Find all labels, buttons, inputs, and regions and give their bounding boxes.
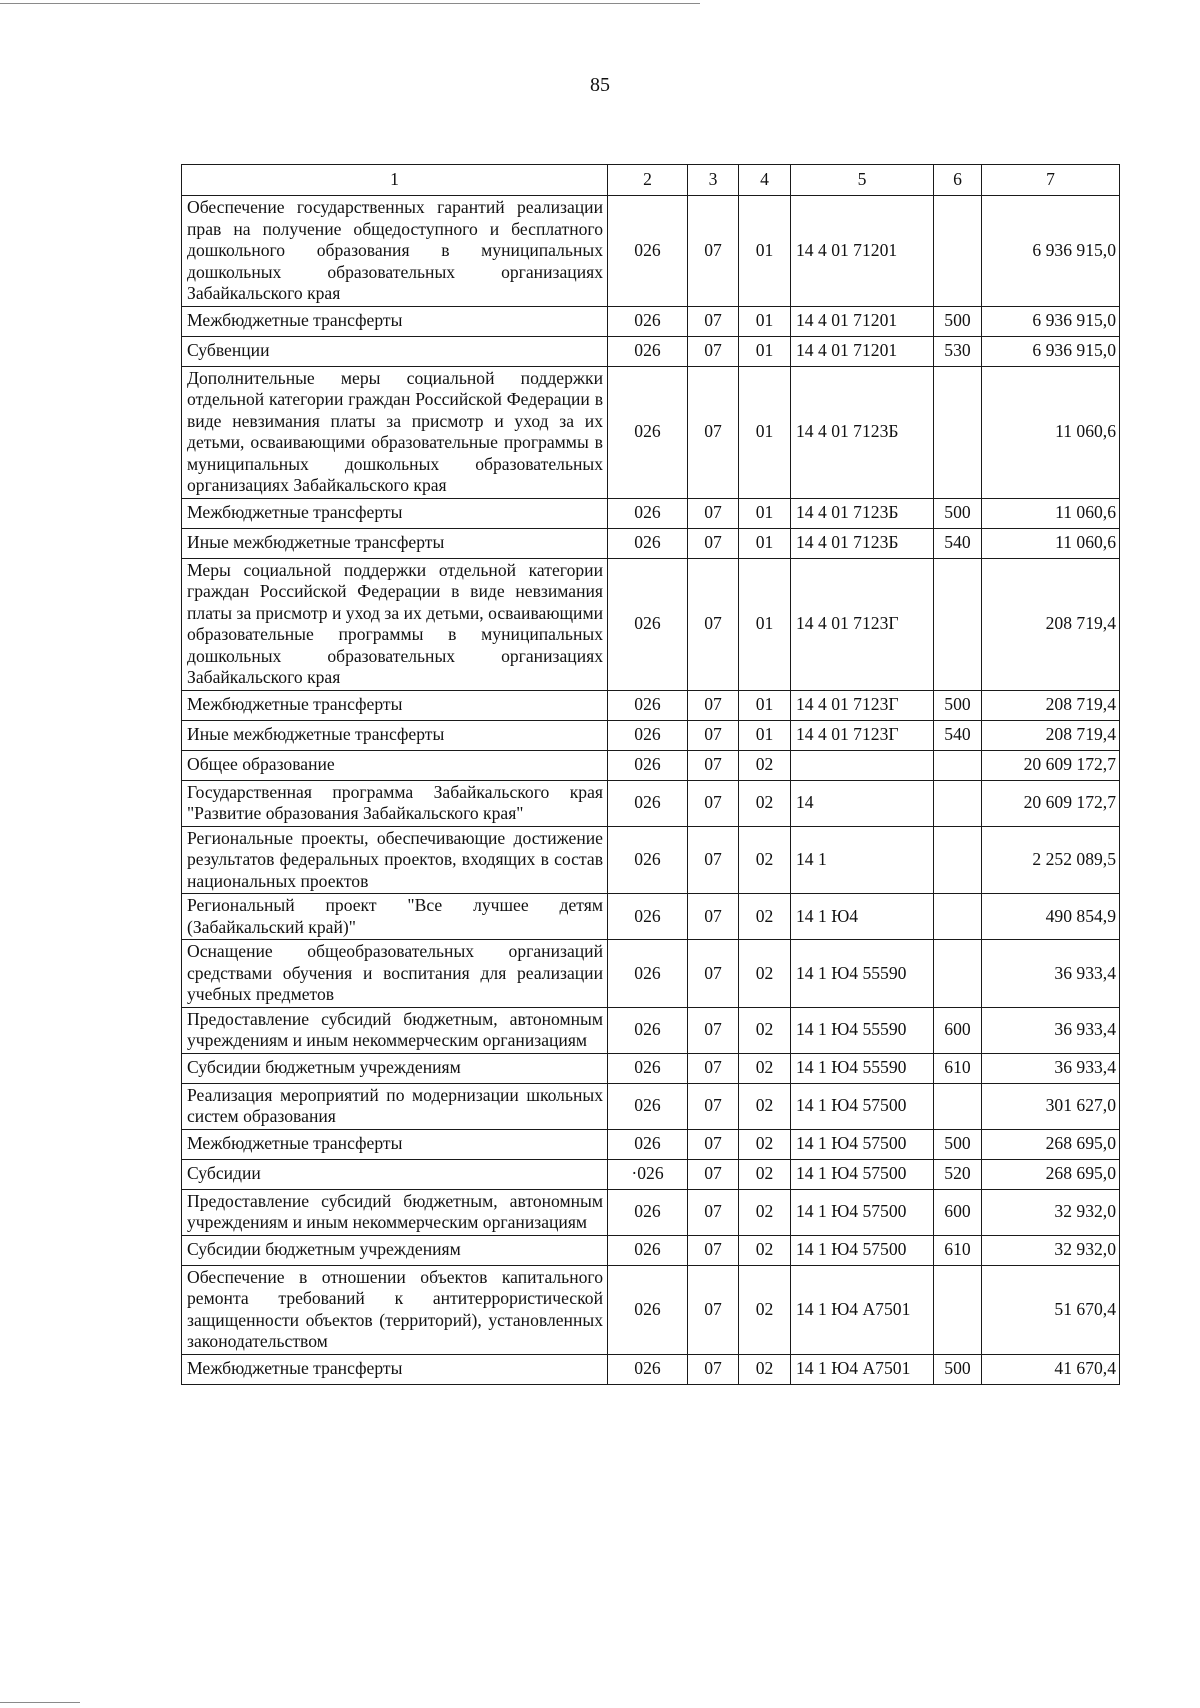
- ministry-code-cell: 026: [608, 1083, 688, 1129]
- target-code-cell: 14 1 Ю4 A7501: [791, 1265, 934, 1354]
- row-name-cell: Региональные проекты, обеспечивающие достижение результатов федеральных проектов, входящих в состав национальных проектов: [182, 826, 608, 894]
- ministry-code-cell: 026: [608, 336, 688, 366]
- page-number: 85: [590, 74, 610, 96]
- target-code-cell: 14 4 01 71201: [791, 306, 934, 336]
- section-code-cell: 07: [688, 366, 739, 498]
- amount-cell: 208 719,4: [982, 690, 1120, 720]
- section-code-cell: 07: [688, 780, 739, 826]
- amount-cell: 6 936 915,0: [982, 306, 1120, 336]
- table-row: [182, 1129, 1120, 1159]
- ministry-code-cell: 026: [608, 366, 688, 498]
- subsection-code-cell: 02: [739, 826, 791, 894]
- scan-top-edge: [0, 3, 700, 4]
- amount-cell: 41 670,4: [982, 1354, 1120, 1384]
- target-code-cell: 14 1: [791, 826, 934, 894]
- ministry-code-cell: 026: [608, 826, 688, 894]
- target-code-cell: 14 1 Ю4 A7501: [791, 1354, 934, 1384]
- row-name-cell: Общее образование: [182, 750, 608, 780]
- subsection-code-cell: 02: [739, 1083, 791, 1129]
- header-col-4: 4: [739, 165, 791, 196]
- target-code-cell: 14 4 01 7123Г: [791, 720, 934, 750]
- table-row: [182, 826, 1120, 894]
- ministry-code-cell: 026: [608, 1007, 688, 1053]
- target-code-cell: 14 1 Ю4: [791, 894, 934, 940]
- expense-type-cell: 500: [934, 1129, 982, 1159]
- ministry-code-cell: 026: [608, 780, 688, 826]
- table-row: [182, 1053, 1120, 1083]
- target-code-cell: 14 4 01 7123Г: [791, 558, 934, 690]
- section-code-cell: 07: [688, 558, 739, 690]
- ministry-code-cell: 026: [608, 750, 688, 780]
- amount-cell: 2 252 089,5: [982, 826, 1120, 894]
- amount-cell: 6 936 915,0: [982, 336, 1120, 366]
- target-code-cell: 14 4 01 7123Б: [791, 528, 934, 558]
- amount-cell: 268 695,0: [982, 1129, 1120, 1159]
- ministry-code-cell: 026: [608, 558, 688, 690]
- row-name-cell: Дополнительные меры социальной поддержки отдельной категории граждан Российской Федерации в виде невзимания платы за присмотр и уход за их детьми, осваивающими образовательные программы в муниципальных дошкольных образовательных организациях Забайкальского края: [182, 366, 608, 498]
- section-code-cell: 07: [688, 720, 739, 750]
- table-row: [182, 1235, 1120, 1265]
- expense-type-cell: 610: [934, 1053, 982, 1083]
- amount-cell: 36 933,4: [982, 1007, 1120, 1053]
- expense-type-cell: [934, 1083, 982, 1129]
- section-code-cell: 07: [688, 1265, 739, 1354]
- table-row: [182, 528, 1120, 558]
- table-row: [182, 366, 1120, 498]
- table-row: [182, 1189, 1120, 1235]
- section-code-cell: 07: [688, 1159, 739, 1189]
- section-code-cell: 07: [688, 528, 739, 558]
- subsection-code-cell: 01: [739, 366, 791, 498]
- amount-cell: 20 609 172,7: [982, 780, 1120, 826]
- table-row: [182, 894, 1120, 940]
- section-code-cell: 07: [688, 940, 739, 1008]
- subsection-code-cell: 02: [739, 1354, 791, 1384]
- amount-cell: 490 854,9: [982, 894, 1120, 940]
- amount-cell: 36 933,4: [982, 1053, 1120, 1083]
- row-name-cell: Межбюджетные трансферты: [182, 498, 608, 528]
- amount-cell: 268 695,0: [982, 1159, 1120, 1189]
- row-name-cell: Оснащение общеобразовательных организаций средствами обучения и воспитания для реализации учебных предметов: [182, 940, 608, 1008]
- section-code-cell: 07: [688, 1083, 739, 1129]
- target-code-cell: 14 4 01 7123Б: [791, 366, 934, 498]
- ministry-code-cell: 026: [608, 306, 688, 336]
- row-name-cell: Государственная программа Забайкальского края "Развитие образования Забайкальского края": [182, 780, 608, 826]
- section-code-cell: 07: [688, 196, 739, 307]
- amount-cell: 32 932,0: [982, 1235, 1120, 1265]
- section-code-cell: 07: [688, 1189, 739, 1235]
- row-name-cell: Межбюджетные трансферты: [182, 1129, 608, 1159]
- table-row: [182, 940, 1120, 1008]
- section-code-cell: 07: [688, 1354, 739, 1384]
- target-code-cell: 14 1 Ю4 57500: [791, 1083, 934, 1129]
- expense-type-cell: 500: [934, 690, 982, 720]
- section-code-cell: 07: [688, 894, 739, 940]
- ministry-code-cell: 026: [608, 894, 688, 940]
- row-name-cell: Субсидии: [182, 1159, 608, 1189]
- table-body: [182, 196, 1120, 1385]
- target-code-cell: 14 4 01 7123Г: [791, 690, 934, 720]
- section-code-cell: 07: [688, 690, 739, 720]
- expense-type-cell: [934, 894, 982, 940]
- target-code-cell: 14 4 01 7123Б: [791, 498, 934, 528]
- expense-type-cell: [934, 366, 982, 498]
- ministry-code-cell: 026: [608, 1129, 688, 1159]
- row-name-cell: Региональный проект "Все лучшее детям (Забайкальский край)": [182, 894, 608, 940]
- expense-type-cell: 500: [934, 1354, 982, 1384]
- expense-type-cell: 600: [934, 1189, 982, 1235]
- subsection-code-cell: 02: [739, 1053, 791, 1083]
- table-row: [182, 690, 1120, 720]
- table-row: [182, 558, 1120, 690]
- row-name-cell: Меры социальной поддержки отдельной категории граждан Российской Федерации в виде невзимания платы за присмотр и уход за их детьми, осваивающими образовательные программы в муниципальных дошкольных образовательных организациях Забайкальского края: [182, 558, 608, 690]
- expense-type-cell: 540: [934, 720, 982, 750]
- ministry-code-cell: 026: [608, 1053, 688, 1083]
- amount-cell: 6 936 915,0: [982, 196, 1120, 307]
- target-code-cell: 14 1 Ю4 55590: [791, 940, 934, 1008]
- row-name-cell: Субсидии бюджетным учреждениям: [182, 1053, 608, 1083]
- section-code-cell: 07: [688, 1129, 739, 1159]
- amount-cell: 208 719,4: [982, 558, 1120, 690]
- amount-cell: 32 932,0: [982, 1189, 1120, 1235]
- subsection-code-cell: 02: [739, 1265, 791, 1354]
- amount-cell: 11 060,6: [982, 366, 1120, 498]
- target-code-cell: 14 4 01 71201: [791, 196, 934, 307]
- header-col-2: 2: [608, 165, 688, 196]
- target-code-cell: 14 1 Ю4 57500: [791, 1129, 934, 1159]
- subsection-code-cell: 02: [739, 1235, 791, 1265]
- section-code-cell: 07: [688, 826, 739, 894]
- expense-type-cell: 500: [934, 498, 982, 528]
- expense-type-cell: 540: [934, 528, 982, 558]
- subsection-code-cell: 01: [739, 528, 791, 558]
- header-col-1: 1: [182, 165, 608, 196]
- table-row: [182, 750, 1120, 780]
- header-col-3: 3: [688, 165, 739, 196]
- scan-bottom-edge: [0, 1702, 80, 1703]
- amount-cell: 36 933,4: [982, 940, 1120, 1008]
- expense-type-cell: 530: [934, 336, 982, 366]
- expense-type-cell: [934, 558, 982, 690]
- target-code-cell: 14 4 01 71201: [791, 336, 934, 366]
- ministry-code-cell: 026: [608, 498, 688, 528]
- expense-type-cell: [934, 940, 982, 1008]
- target-code-cell: 14: [791, 780, 934, 826]
- subsection-code-cell: 02: [739, 940, 791, 1008]
- row-name-cell: Предоставление субсидий бюджетным, автономным учреждениям и иным некоммерческим организациям: [182, 1007, 608, 1053]
- target-code-cell: 14 1 Ю4 55590: [791, 1053, 934, 1083]
- subsection-code-cell: 02: [739, 1007, 791, 1053]
- amount-cell: 301 627,0: [982, 1083, 1120, 1129]
- row-name-cell: Обеспечение государственных гарантий реализации прав на получение общедоступного и бесплатного дошкольного образования в муниципальных дошкольных образовательных организациях Забайкальского края: [182, 196, 608, 307]
- ministry-code-cell: 026: [608, 528, 688, 558]
- table-row: [182, 196, 1120, 307]
- expense-type-cell: 500: [934, 306, 982, 336]
- table-row: [182, 720, 1120, 750]
- ministry-code-cell: 026: [608, 1354, 688, 1384]
- header-col-6: 6: [934, 165, 982, 196]
- budget-table: [181, 164, 1120, 1385]
- expense-type-cell: [934, 750, 982, 780]
- subsection-code-cell: 01: [739, 336, 791, 366]
- amount-cell: 11 060,6: [982, 498, 1120, 528]
- amount-cell: 51 670,4: [982, 1265, 1120, 1354]
- row-name-cell: Иные межбюджетные трансферты: [182, 720, 608, 750]
- ministry-code-cell: 026: [608, 1265, 688, 1354]
- amount-cell: 20 609 172,7: [982, 750, 1120, 780]
- row-name-cell: Межбюджетные трансферты: [182, 306, 608, 336]
- subsection-code-cell: 01: [739, 720, 791, 750]
- table-row: [182, 306, 1120, 336]
- ministry-code-cell: 026: [608, 690, 688, 720]
- subsection-code-cell: 02: [739, 1189, 791, 1235]
- target-code-cell: 14 1 Ю4 57500: [791, 1159, 934, 1189]
- table-row: [182, 1083, 1120, 1129]
- table-row: [182, 336, 1120, 366]
- section-code-cell: 07: [688, 498, 739, 528]
- section-code-cell: 07: [688, 1235, 739, 1265]
- ministry-code-cell: 026: [608, 196, 688, 307]
- table-row: [182, 1265, 1120, 1354]
- subsection-code-cell: 01: [739, 498, 791, 528]
- subsection-code-cell: 02: [739, 894, 791, 940]
- row-name-cell: Межбюджетные трансферты: [182, 690, 608, 720]
- row-name-cell: Предоставление субсидий бюджетным, автономным учреждениям и иным некоммерческим организациям: [182, 1189, 608, 1235]
- table-row: [182, 1354, 1120, 1384]
- ministry-code-cell: 026: [608, 1235, 688, 1265]
- header-col-5: 5: [791, 165, 934, 196]
- expense-type-cell: 520: [934, 1159, 982, 1189]
- expense-type-cell: 600: [934, 1007, 982, 1053]
- expense-type-cell: [934, 1265, 982, 1354]
- row-name-cell: Иные межбюджетные трансферты: [182, 528, 608, 558]
- row-name-cell: Субвенции: [182, 336, 608, 366]
- target-code-cell: [791, 750, 934, 780]
- target-code-cell: 14 1 Ю4 57500: [791, 1235, 934, 1265]
- section-code-cell: 07: [688, 750, 739, 780]
- subsection-code-cell: 02: [739, 750, 791, 780]
- table-row: [182, 1007, 1120, 1053]
- section-code-cell: 07: [688, 306, 739, 336]
- section-code-cell: 07: [688, 336, 739, 366]
- ministry-code-cell: 026: [608, 940, 688, 1008]
- expense-type-cell: 610: [934, 1235, 982, 1265]
- header-col-7: 7: [982, 165, 1120, 196]
- subsection-code-cell: 01: [739, 690, 791, 720]
- subsection-code-cell: 02: [739, 1159, 791, 1189]
- subsection-code-cell: 02: [739, 1129, 791, 1159]
- ministry-code-cell: ·026: [608, 1159, 688, 1189]
- row-name-cell: Межбюджетные трансферты: [182, 1354, 608, 1384]
- row-name-cell: Обеспечение в отношении объектов капитального ремонта требований к антитеррористической защищенности объектов (территорий), установленных законодательством: [182, 1265, 608, 1354]
- subsection-code-cell: 01: [739, 558, 791, 690]
- subsection-code-cell: 01: [739, 306, 791, 336]
- ministry-code-cell: 026: [608, 720, 688, 750]
- expense-type-cell: [934, 196, 982, 307]
- subsection-code-cell: 01: [739, 196, 791, 307]
- row-name-cell: Реализация мероприятий по модернизации школьных систем образования: [182, 1083, 608, 1129]
- table-row: [182, 780, 1120, 826]
- ministry-code-cell: 026: [608, 1189, 688, 1235]
- expense-type-cell: [934, 780, 982, 826]
- row-name-cell: Субсидии бюджетным учреждениям: [182, 1235, 608, 1265]
- section-code-cell: 07: [688, 1007, 739, 1053]
- section-code-cell: 07: [688, 1053, 739, 1083]
- target-code-cell: 14 1 Ю4 57500: [791, 1189, 934, 1235]
- subsection-code-cell: 02: [739, 780, 791, 826]
- amount-cell: 11 060,6: [982, 528, 1120, 558]
- header-row: [182, 165, 1120, 196]
- table-row: [182, 1159, 1120, 1189]
- table-row: [182, 498, 1120, 528]
- target-code-cell: 14 1 Ю4 55590: [791, 1007, 934, 1053]
- amount-cell: 208 719,4: [982, 720, 1120, 750]
- expense-type-cell: [934, 826, 982, 894]
